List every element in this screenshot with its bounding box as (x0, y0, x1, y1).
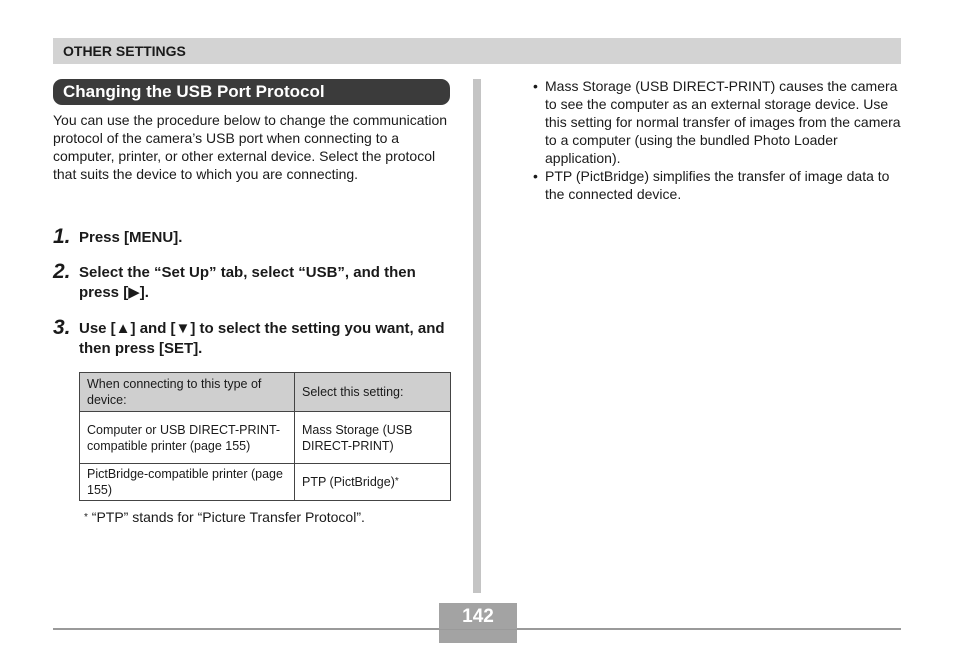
page-number-tab (439, 630, 517, 643)
asterisk-mark: * (394, 476, 399, 487)
bullet-list (533, 77, 905, 203)
section-heading (53, 79, 450, 105)
table-row (80, 464, 451, 501)
step-text: Select the “Set Up” tab, select “USB”, and then press [▶]. (79, 264, 416, 301)
footnote-text: “PTP” stands for “Picture Transfer Protocol”. (87, 509, 365, 525)
list-item: • Mass Storage (USB DIRECT-PRINT) causes the camera to see the computer as an external storage device. Use this setting for normal transfer of images from the camera to a computer (using the bundled Photo Loader application). (533, 77, 905, 167)
table-cell: PictBridge-compatible printer (page 155) (80, 464, 295, 501)
page-number: 142 (462, 606, 494, 627)
step-text: Use [▲] and [▼] to select the setting you want, and then press [SET]. (79, 320, 445, 357)
footnote-mark: * (84, 512, 88, 523)
section-title: Changing the USB Port Protocol (63, 82, 325, 101)
intro-paragraph: You can use the procedure below to change the communication protocol of the camera’s USB port when connecting to a computer, printer, or other external device. Select the protocol that suits the device to which you are connecting. (53, 112, 448, 182)
column-divider (473, 79, 481, 593)
footnote (84, 509, 365, 525)
settings-table (79, 372, 451, 501)
step-number: 3. (53, 316, 71, 339)
table-row (80, 412, 451, 464)
step-1 (53, 225, 453, 248)
table-cell-text: PTP (PictBridge) (302, 475, 395, 489)
header-bar (53, 38, 901, 64)
step-number: 2. (53, 260, 71, 283)
list-item: • PTP (PictBridge) simplifies the transfer of image data to the connected device. (533, 167, 905, 203)
step-2 (53, 260, 453, 303)
page-number-box (439, 603, 517, 629)
table-cell (295, 464, 451, 501)
table-header-cell: Select this setting: (295, 373, 451, 412)
table-cell: Computer or USB DIRECT-PRINT-compatible printer (page 155) (80, 412, 295, 464)
table-header-cell: When connecting to this type of device: (80, 373, 295, 412)
table-header-row (80, 373, 451, 412)
step-text: Press [MENU]. (79, 229, 183, 246)
step-3 (53, 316, 453, 359)
header-title: OTHER SETTINGS (63, 43, 186, 59)
step-number: 1. (53, 225, 71, 248)
table-cell: Mass Storage (USB DIRECT-PRINT) (295, 412, 451, 464)
